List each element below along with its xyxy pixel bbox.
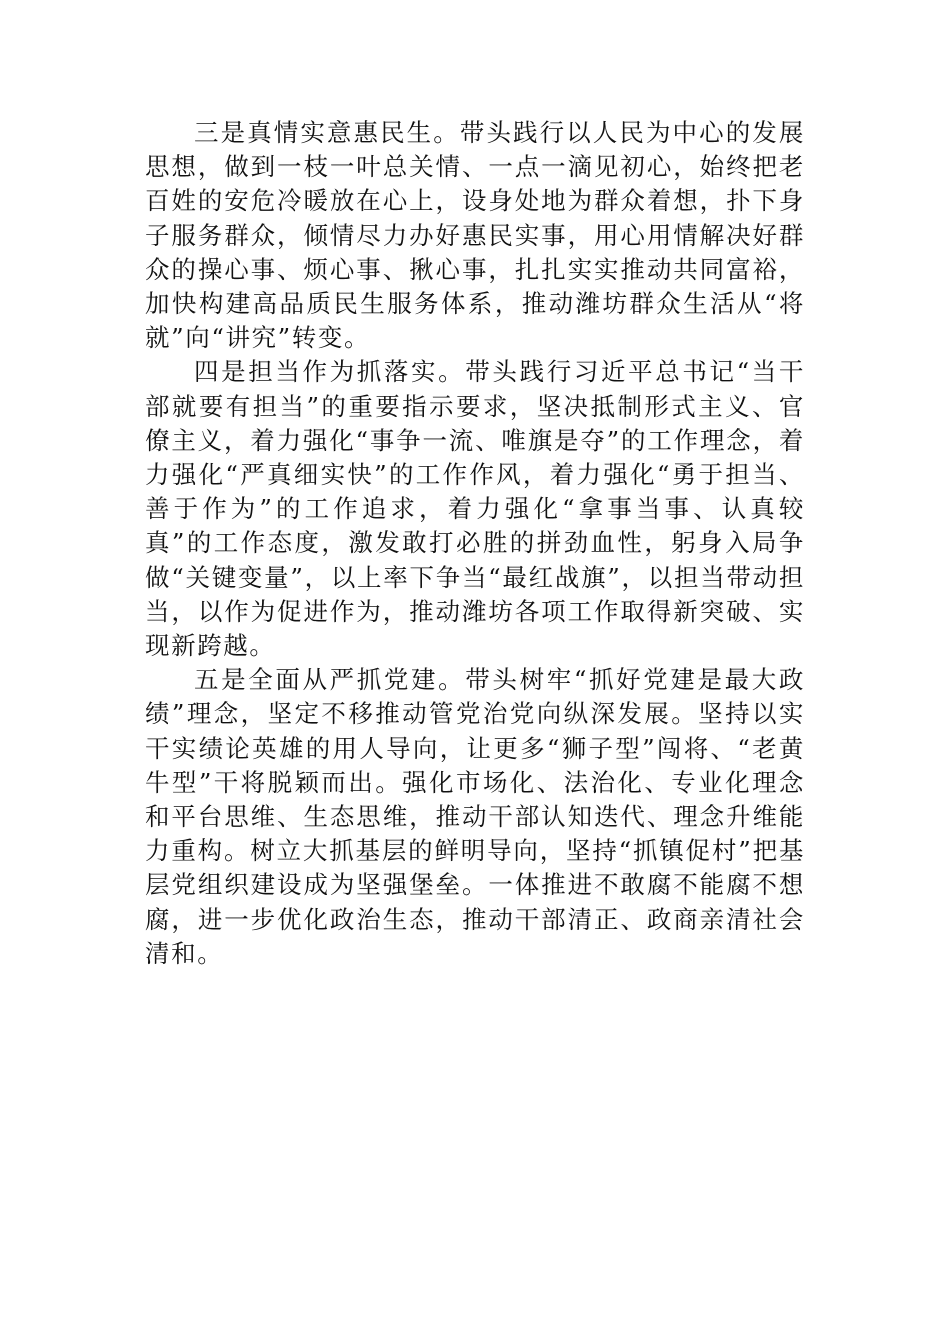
document-body [145, 116, 805, 971]
paragraph-responsibility-implementation: 四是担当作为抓落实。带头践行习近平总书记“当干部就要有担当”的重要指示要求，坚决抵制形式主义、官僚主义，着力强化“事争一流、唯旗是夺”的工作理念，着力强化“严真细实快”的工作作风，着力强化“勇于担当、善于作为”的工作追求，着力强化“拿事当事、认真较真”的工作态度，激发敢打必胜的拼劲血性，躬身入局争做“关键变量”，以上率下争当“最红战旗”，以担当带动担当，以作为促进作为，推动潍坊各项工作取得新突破、实现新跨越。 [145, 357, 805, 661]
paragraph-people-livelihood: 三是真情实意惠民生。带头践行以人民为中心的发展思想，做到一枝一叶总关情、一点一滴见初心，始终把老百姓的安危冷暖放在心上，设身处地为群众着想，扑下身子服务群众，倾情尽力办好惠民实事，用心用情解决好群众的操心事、烦心事、揪心事，扎扎实实推动共同富裕，加快构建高品质民生服务体系，推动潍坊群众生活从“将就”向“讲究”转变。 [145, 118, 805, 353]
paragraph-party-building: 五是全面从严抓党建。带头树牢“抓好党建是最大政绩”理念，坚定不移推动管党治党向纵深发展。坚持以实干实绩论英雄的用人导向，让更多“狮子型”闯将、“老黄牛型”干将脱颖而出。强化市场化、法治化、专业化理念和平台思维、生态思维，推动干部认知迭代、理念升维能力重构。树立大抓基层的鲜明导向，坚持“抓镇促村”把基层党组织建设成为坚强堡垒。一体推进不敢腐不能腐不想腐，进一步优化政治生态，推动干部清正、政商亲清社会清和。 [145, 665, 805, 968]
